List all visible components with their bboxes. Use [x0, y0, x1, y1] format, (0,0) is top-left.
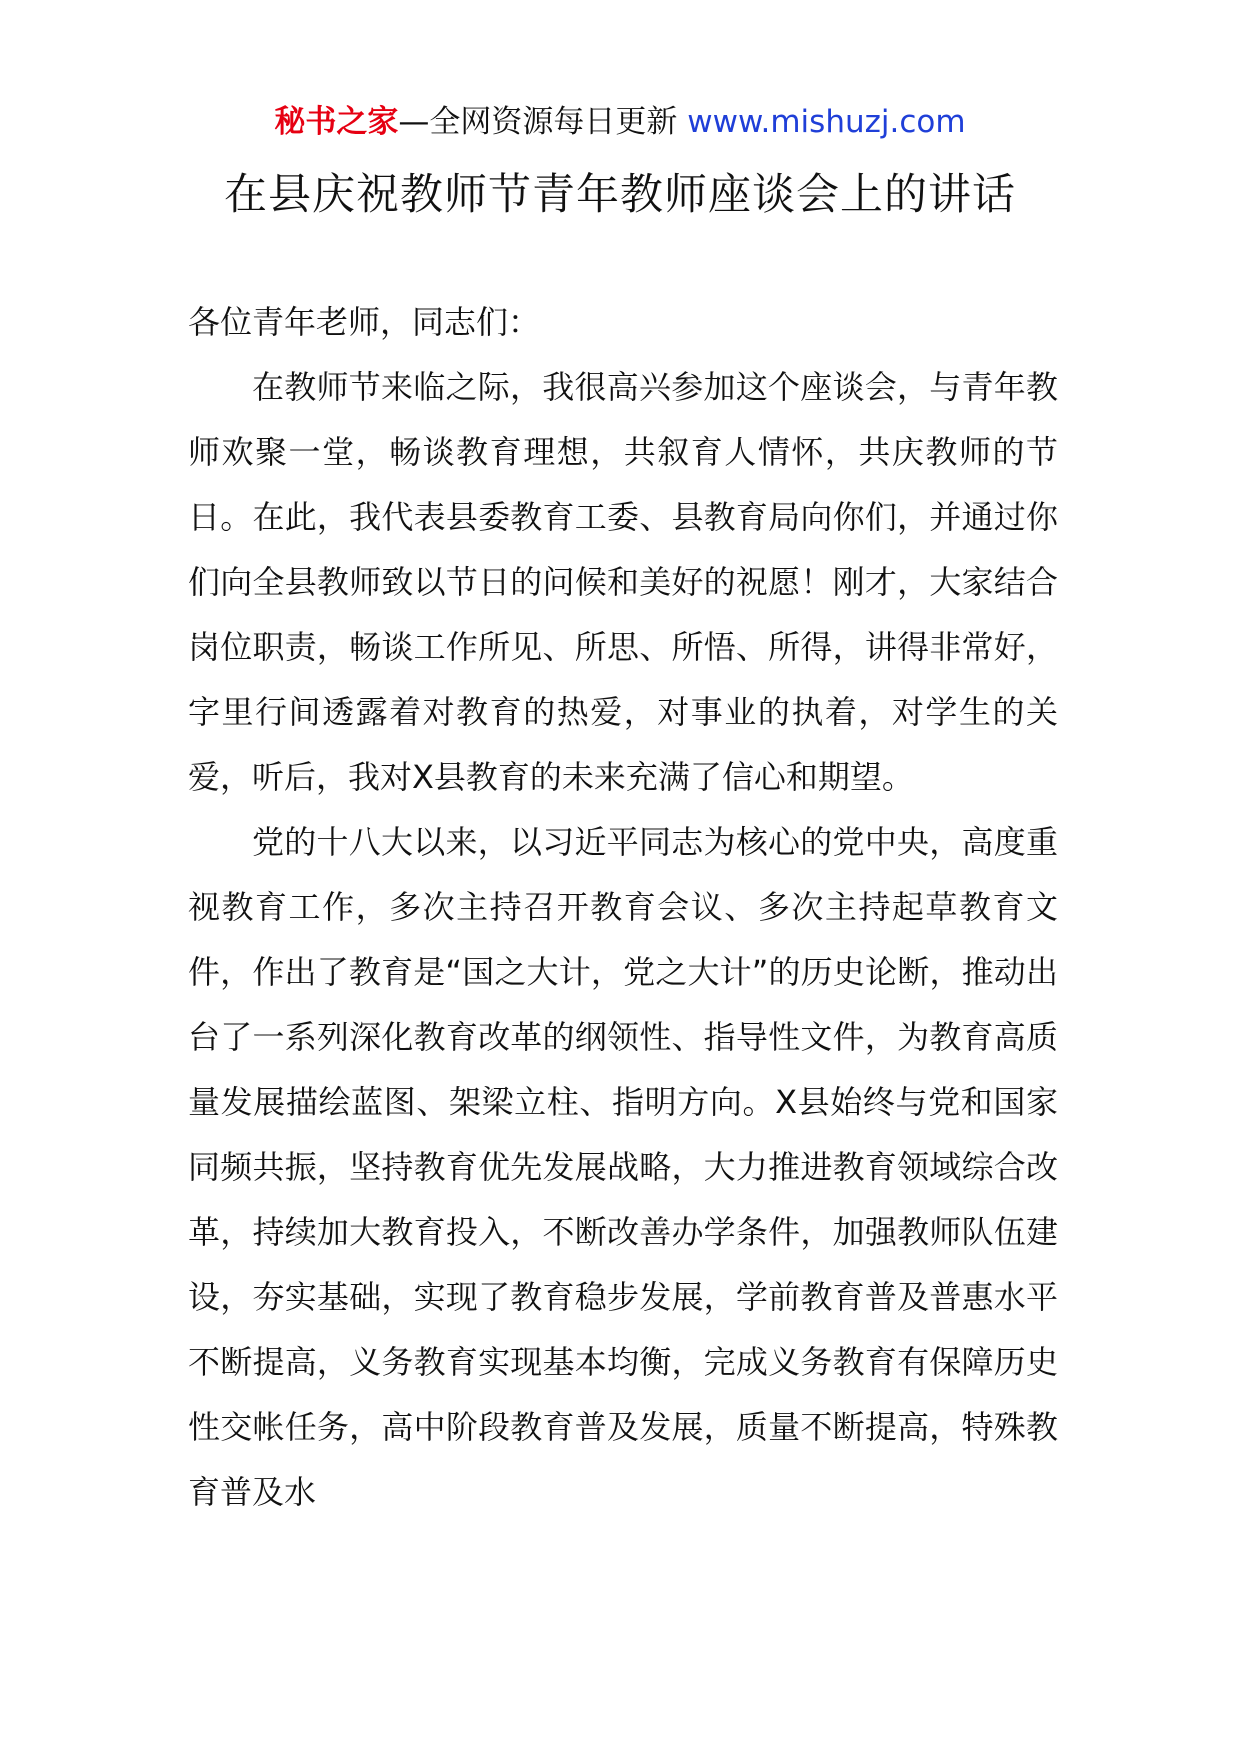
- site-url-link[interactable]: www.mishuzj.com: [687, 104, 966, 140]
- salutation: 各位青年老师，同志们：: [188, 303, 541, 341]
- document-body: [188, 290, 1058, 1525]
- banner-tagline: —全网资源每日更新: [398, 104, 688, 140]
- brand-name: 秘书之家: [274, 104, 399, 140]
- document-title: 在县庆祝教师节青年教师座谈会上的讲话: [224, 170, 1016, 220]
- paragraph-1: 在教师节来临之际，我很高兴参加这个座谈会，与青年教师欢聚一堂，畅谈教育理想，共叙育人情怀，共庆教师的节日。在此，我代表县委教育工委、县教育局向你们，并通过你们向全县教师致以节日的问候和美好的祝愿！刚才，大家结合岗位职责，畅谈工作所见、所思、所悟、所得，讲得非常好，字里行间透露着对教育的热爱，对事业的执着，对学生的关爱，听后，我对X县教育的未来充满了信心和期望。: [188, 368, 1058, 796]
- site-banner: [0, 100, 1240, 144]
- paragraph-2: 党的十八大以来，以习近平同志为核心的党中央，高度重视教育工作，多次主持召开教育会议、多次主持起草教育文件，作出了教育是“国之大计，党之大计”的历史论断，推动出台了一系列深化教育改革的纲领性、指导性文件，为教育高质量发展描绘蓝图、架梁立柱、指明方向。X县始终与党和国家同频共振，坚持教育优先发展战略，大力推进教育领域综合改革，持续加大教育投入，不断改善办学条件，加强教师队伍建设，夯实基础，实现了教育稳步发展，学前教育普及普惠水平不断提高，义务教育实现基本均衡，完成义务教育有保障历史性交帐任务，高中阶段教育普及发展，质量不断提高，特殊教育普及水: [188, 823, 1058, 1511]
